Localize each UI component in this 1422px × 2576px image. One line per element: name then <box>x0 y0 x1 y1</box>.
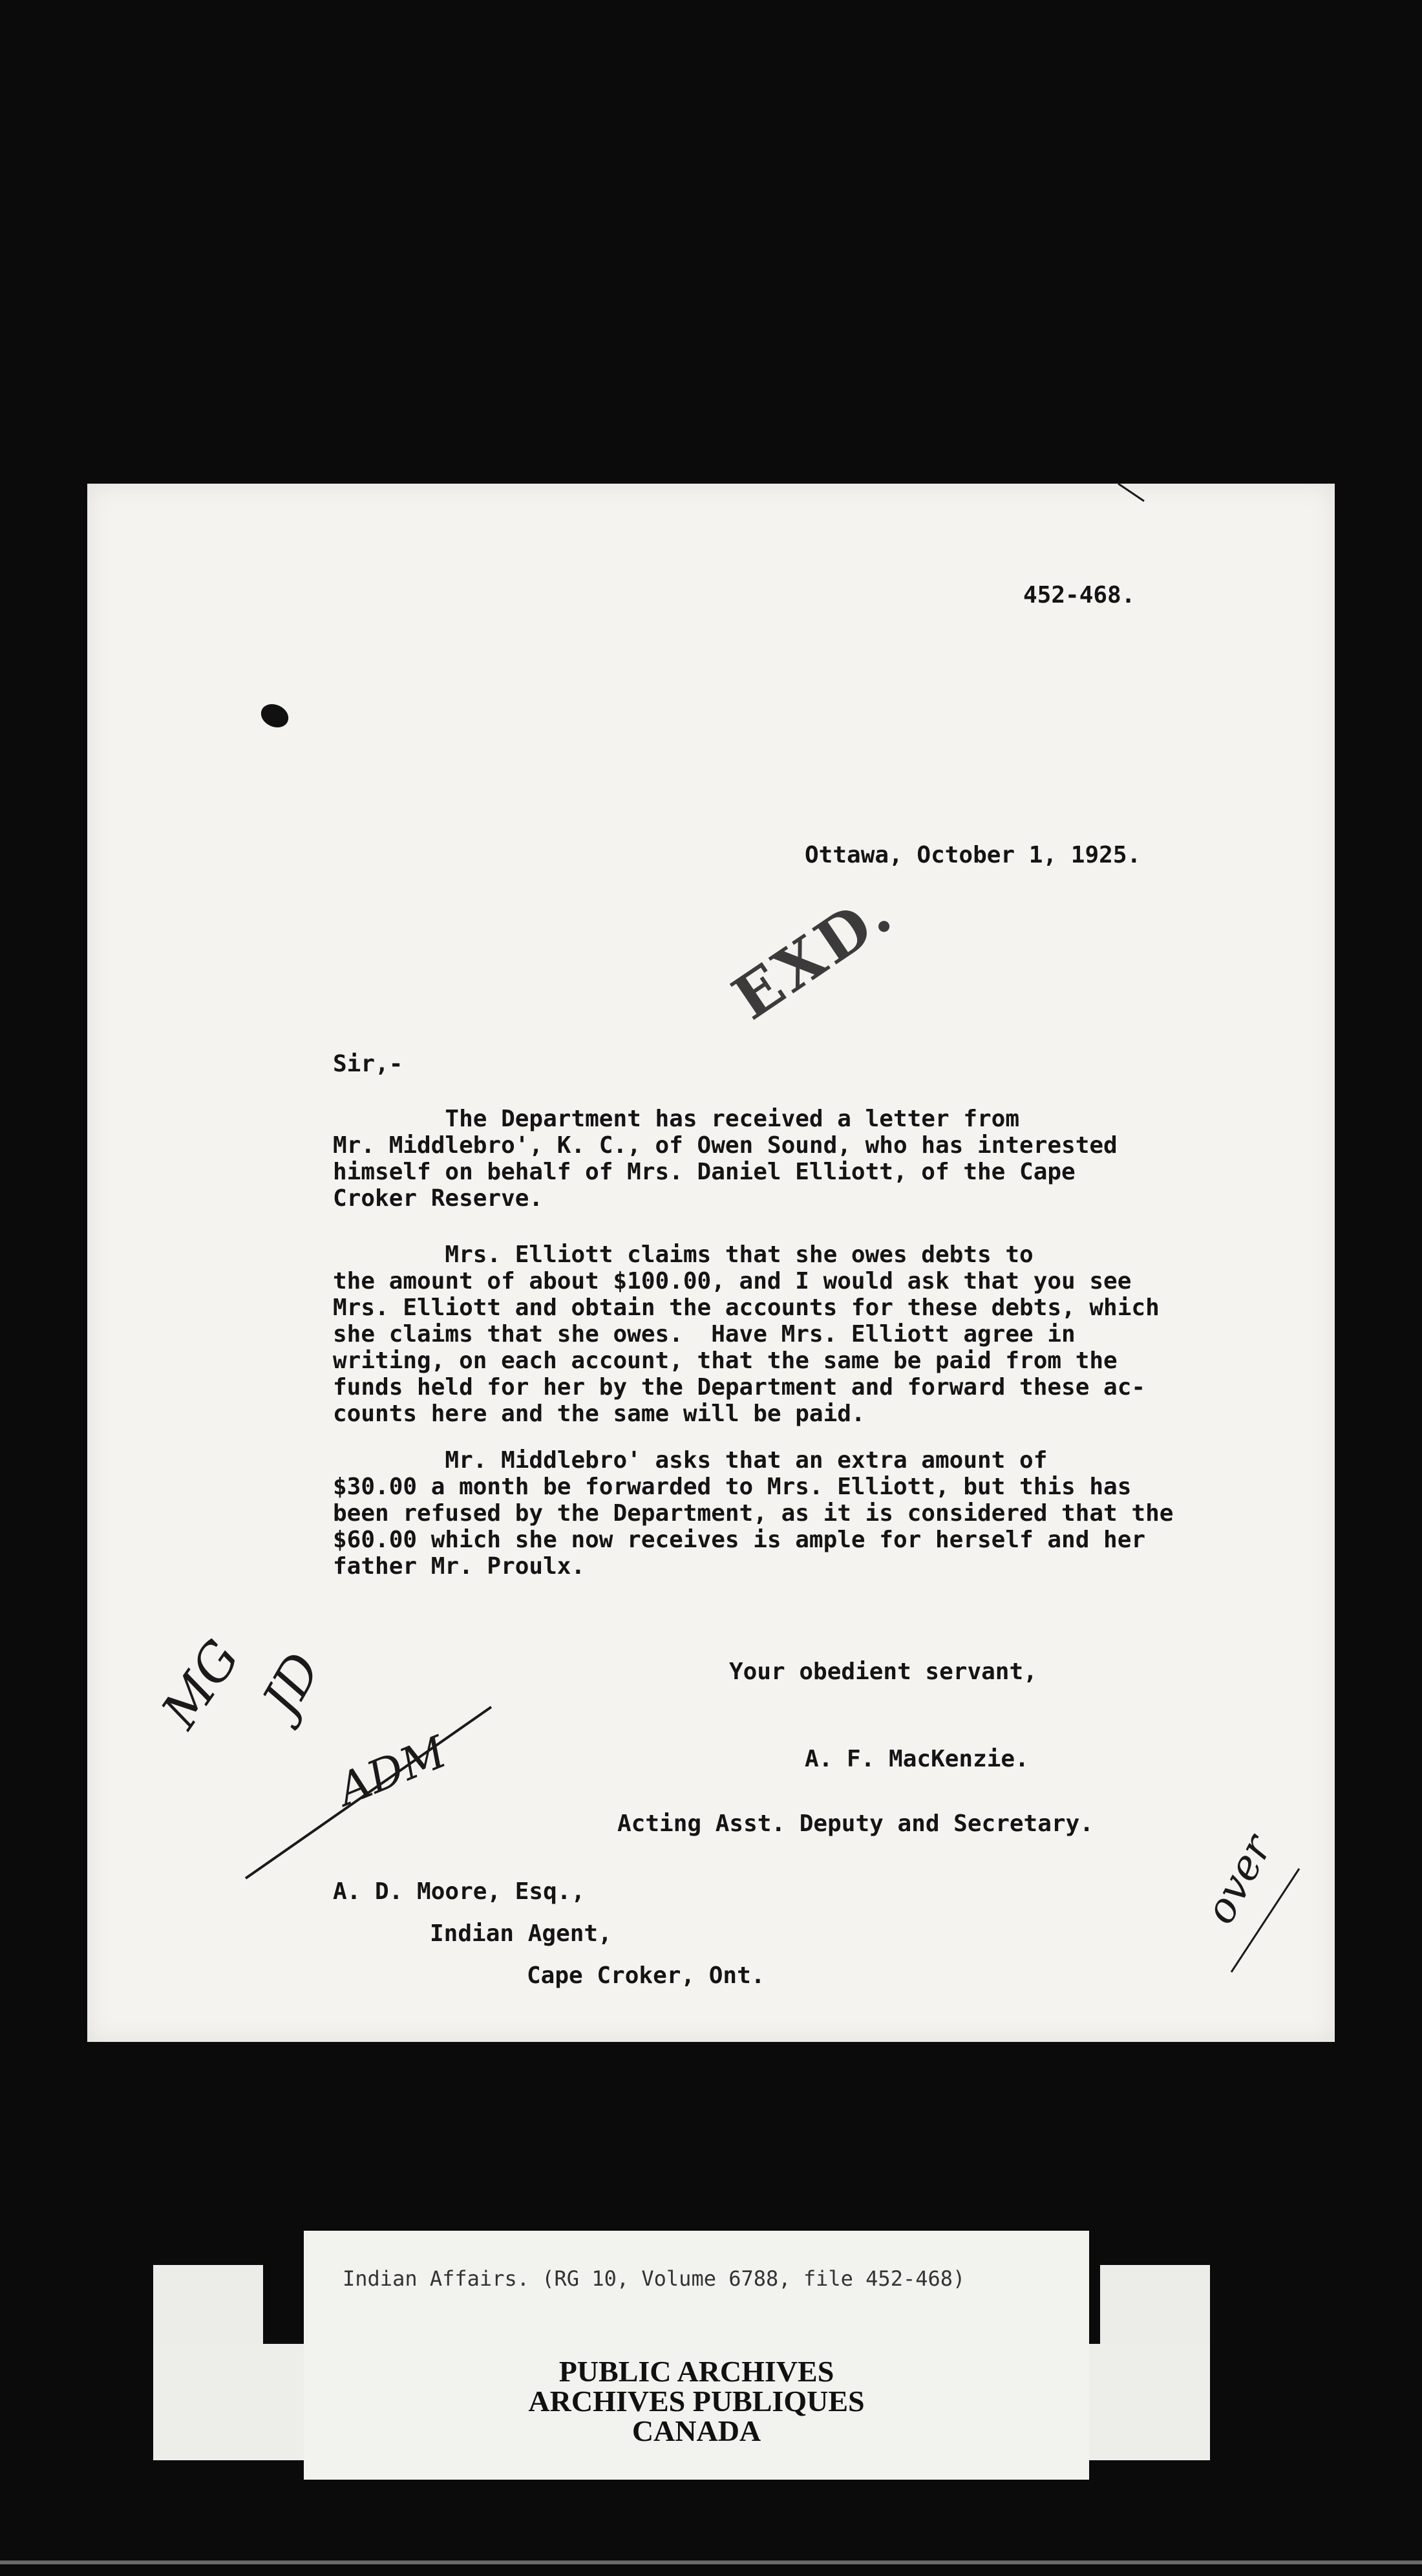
archive-line-2: ARCHIVES PUBLIQUES <box>528 2385 865 2418</box>
signature-title: Acting Asst. Deputy and Secretary. <box>617 1810 1094 1837</box>
paragraph-1: The Department has received a letter from Mr. Middlebro', K. C., of Owen Sound, who has interested himself on behalf of Mrs. Daniel Elliott, of the Cape Croker Reserve. <box>333 1106 1118 1212</box>
paragraph-3: Mr. Middlebro' asks that an extra amount of $30.00 a month be forwarded to Mrs. Elliott, but this has been refused by the Department, as it is considered that the $60.00 which she now receives is ample for herself and her father Mr. Proulx. <box>333 1447 1174 1580</box>
signature-name: A. F. MacKenzie. <box>805 1746 1029 1772</box>
file-number: 452-468. <box>1023 582 1136 608</box>
recipient-name: A. D. Moore, Esq., <box>333 1878 586 1905</box>
handwritten-initials-2: JD <box>251 1643 333 1726</box>
closing: Your obedient servant, <box>729 1658 1037 1685</box>
handwritten-initials-3: ADM <box>330 1726 454 1816</box>
exd-stamp: EXD. <box>720 876 907 1033</box>
pen-stroke-2 <box>1231 1869 1299 1972</box>
pen-stroke-1 <box>246 1707 491 1878</box>
handwritten-initials-1: MG <box>151 1629 251 1739</box>
paragraph-2: Mrs. Elliott claims that she owes debts to the amount of about $100.00, and I would ask that you see Mrs. Elliott and obtain the accounts for these debts, which she claims that she owes. Have Mrs. Elliott agree in writing, on each account, that the same be paid from the funds held for her by the Department and forward these ac- counts here and the same will be paid. <box>333 1241 1160 1427</box>
film-edge <box>0 2560 1422 2564</box>
dateline: Ottawa, October 1, 1925. <box>805 842 1141 868</box>
archive-line-1: PUBLIC ARCHIVES <box>558 2355 834 2388</box>
salutation: Sir,- <box>333 1051 403 1077</box>
handwritten-over: over <box>1196 1827 1282 1932</box>
archive-citation: Indian Affairs. (RG 10, Volume 6788, file 452-468) <box>343 2266 966 2291</box>
pen-stroke-3 <box>1118 484 1144 501</box>
recipient-location: Cape Croker, Ont. <box>527 1962 765 1989</box>
archive-name <box>304 2357 1089 2446</box>
archive-line-3: CANADA <box>631 2414 761 2447</box>
recipient-title: Indian Agent, <box>430 1920 612 1947</box>
